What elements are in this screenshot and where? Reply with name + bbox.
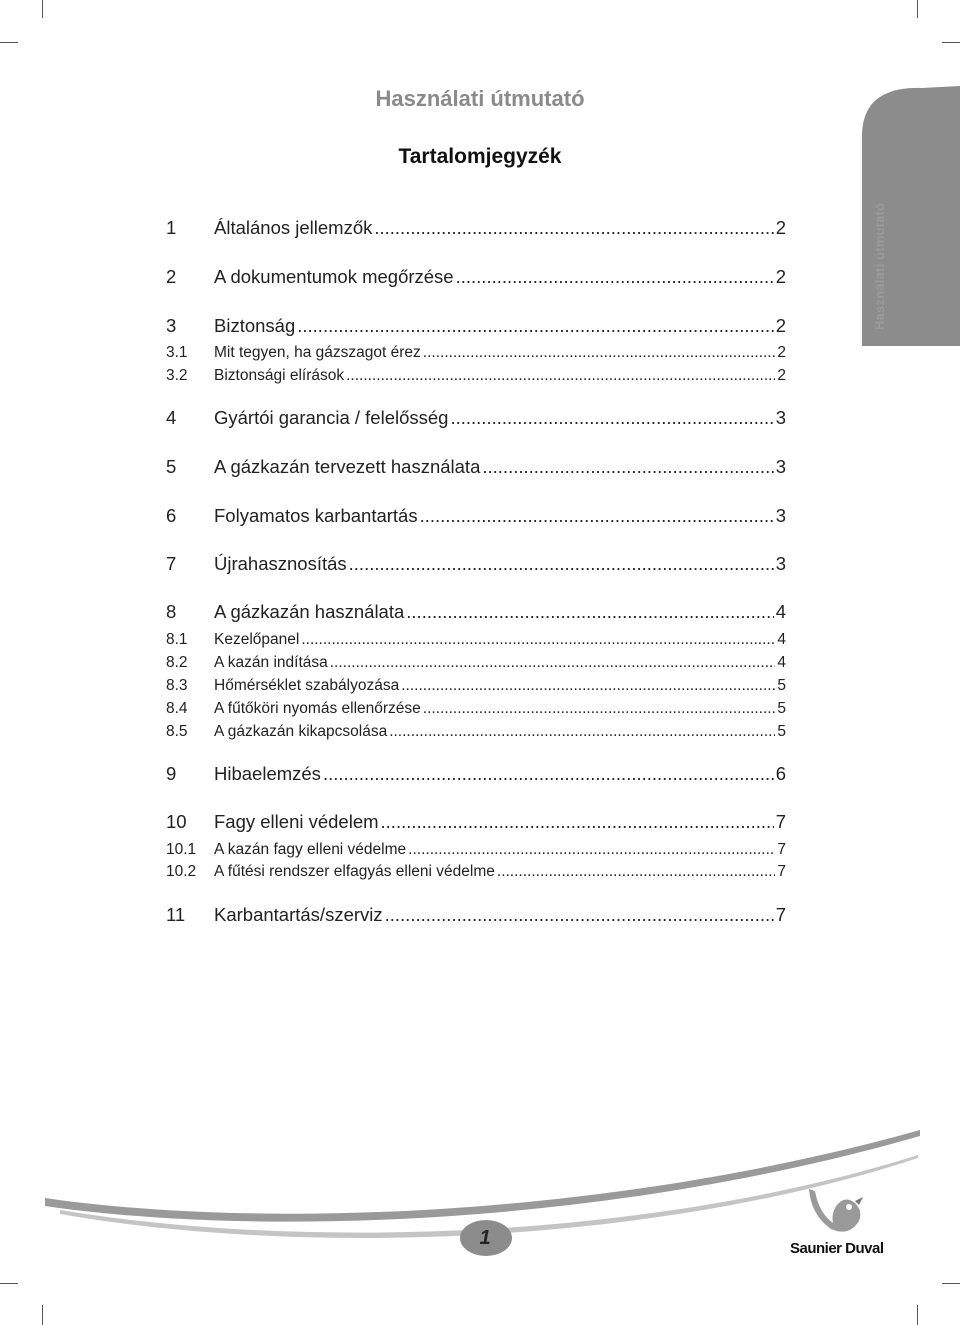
toc-label: Biztonság: [214, 315, 296, 336]
toc-entry-6[interactable]: [166, 505, 786, 527]
leader-dots: [450, 407, 773, 429]
toc-number: 3.2: [166, 367, 188, 384]
toc-number: 11: [166, 904, 186, 925]
toc-label: Kezelőpanel: [214, 631, 300, 648]
toc-entry-3-2[interactable]: [166, 367, 786, 385]
toc-page: 5: [777, 677, 786, 694]
toc-label: A kazán fagy elleni védelme: [214, 841, 407, 858]
toc-page: 3: [775, 553, 786, 574]
toc-entry-7[interactable]: [166, 553, 786, 575]
crop-mark: [917, 1305, 918, 1325]
toc-label: Biztonsági elírások: [214, 367, 345, 384]
leader-dots: [456, 266, 774, 288]
toc-label: Újrahasznosítás: [214, 553, 347, 574]
toc-page: 4: [775, 601, 786, 622]
toc-page: 4: [777, 631, 786, 648]
toc-number: 10.1: [166, 841, 197, 858]
toc-entry-3[interactable]: [166, 315, 786, 337]
toc-label: Mit tegyen, ha gázszagot érez: [214, 344, 421, 361]
toc-entry-10-2[interactable]: [166, 863, 786, 881]
toc-label: Karbantartás/szerviz: [214, 904, 383, 925]
side-tab-label: Használati útmutató: [872, 202, 887, 330]
toc-entry-10-1[interactable]: [166, 841, 786, 859]
toc-entry-2[interactable]: [166, 266, 786, 288]
crop-mark: [942, 1283, 960, 1284]
leader-dots: [423, 344, 776, 362]
leader-dots: [330, 654, 776, 672]
page-header-title: Használati útmutató: [375, 86, 585, 111]
toc-number: 5: [166, 456, 177, 477]
toc-number: 10.2: [166, 863, 197, 880]
toc-page: 3: [775, 407, 786, 428]
toc-page: 7: [775, 904, 786, 925]
crop-mark: [0, 42, 18, 43]
toc-entry-8[interactable]: [166, 601, 786, 623]
toc-page: 2: [777, 344, 786, 361]
crop-mark: [0, 1283, 18, 1284]
leader-dots: [381, 811, 774, 833]
toc-page: 7: [775, 811, 786, 832]
toc-label: A fűtési rendszer elfagyás elleni védelme: [214, 863, 495, 880]
toc-number: 10: [166, 811, 187, 832]
leader-dots: [482, 456, 773, 478]
toc-entry-8-3[interactable]: [166, 677, 786, 695]
toc-entry-8-4[interactable]: [166, 700, 786, 718]
leader-dots: [401, 677, 775, 695]
toc-entry-9[interactable]: [166, 763, 786, 785]
toc-label: A gázkazán tervezett használata: [214, 456, 481, 477]
toc-entry-10[interactable]: [166, 811, 786, 833]
bird-logo-icon: [805, 1185, 865, 1237]
toc-number: 3.1: [166, 344, 188, 361]
crop-mark: [942, 42, 960, 43]
toc-number: 3: [166, 315, 177, 336]
toc-number: 6: [166, 505, 177, 526]
toc-page: 3: [775, 456, 786, 477]
toc-page: 7: [777, 863, 786, 880]
leader-dots: [346, 367, 775, 385]
toc-entry-8-2[interactable]: [166, 654, 786, 672]
toc-title: Tartalomjegyzék: [398, 145, 562, 168]
toc-label: A fűtőköri nyomás ellenőrzése: [214, 700, 421, 717]
toc-number: 2: [166, 266, 177, 287]
toc-page: 2: [777, 367, 786, 384]
toc-page: 2: [775, 217, 786, 238]
leader-dots: [389, 723, 775, 741]
crop-mark: [917, 0, 918, 18]
page-number: 1: [479, 1227, 491, 1249]
brand-logo-text: Saunier Duval: [790, 1240, 884, 1257]
toc-page: 2: [775, 315, 786, 336]
toc-number: 7: [166, 553, 177, 574]
leader-dots: [497, 863, 775, 881]
leader-dots: [406, 601, 773, 623]
leader-dots: [408, 841, 775, 859]
toc-label: Hőmérséklet szabályozása: [214, 677, 400, 694]
toc-number: 8.4: [166, 700, 188, 717]
toc-label: Gyártói garancia / felelősség: [214, 407, 449, 428]
toc-page: 3: [775, 505, 786, 526]
toc-page: 5: [777, 700, 786, 717]
toc-number: 8.2: [166, 654, 188, 671]
toc-entry-4[interactable]: [166, 407, 786, 429]
toc-number: 8.1: [166, 631, 188, 648]
crop-mark: [42, 0, 43, 18]
leader-dots: [349, 553, 774, 575]
toc-number: 4: [166, 407, 177, 428]
toc-entry-1[interactable]: [166, 217, 786, 239]
toc-number: 1: [166, 217, 177, 238]
crop-mark: [42, 1305, 43, 1325]
leader-dots: [423, 700, 776, 718]
leader-dots: [323, 763, 774, 785]
toc-label: Általános jellemzők: [214, 217, 373, 238]
toc-number: 8: [166, 601, 177, 622]
leader-dots: [297, 315, 773, 337]
toc-label: A gázkazán kikapcsolása: [214, 723, 388, 740]
toc-label: A kazán indítása: [214, 654, 328, 671]
toc-page: 5: [777, 723, 786, 740]
toc-label: Fagy elleni védelem: [214, 811, 379, 832]
toc-page: 2: [775, 266, 786, 287]
toc-page: 7: [777, 841, 786, 858]
toc-label: A dokumentumok megőrzése: [214, 266, 454, 287]
toc-entry-8-1[interactable]: [166, 631, 786, 649]
toc-label: A gázkazán használata: [214, 601, 405, 622]
leader-dots: [374, 217, 773, 239]
toc-number: 9: [166, 763, 177, 784]
toc-label: Folyamatos karbantartás: [214, 505, 418, 526]
leader-dots: [301, 631, 775, 649]
toc-entry-5[interactable]: [166, 456, 786, 478]
toc-entry-3-1[interactable]: [166, 344, 786, 362]
toc-number: 8.3: [166, 677, 188, 694]
leader-dots: [385, 904, 774, 926]
toc-label: Hibaelemzés: [214, 763, 321, 784]
toc-page: 4: [777, 654, 786, 671]
toc-entry-11[interactable]: [166, 904, 786, 926]
toc-number: 8.5: [166, 723, 188, 740]
toc-entry-8-5[interactable]: [166, 723, 786, 741]
leader-dots: [420, 505, 774, 527]
toc-page: 6: [775, 763, 786, 784]
